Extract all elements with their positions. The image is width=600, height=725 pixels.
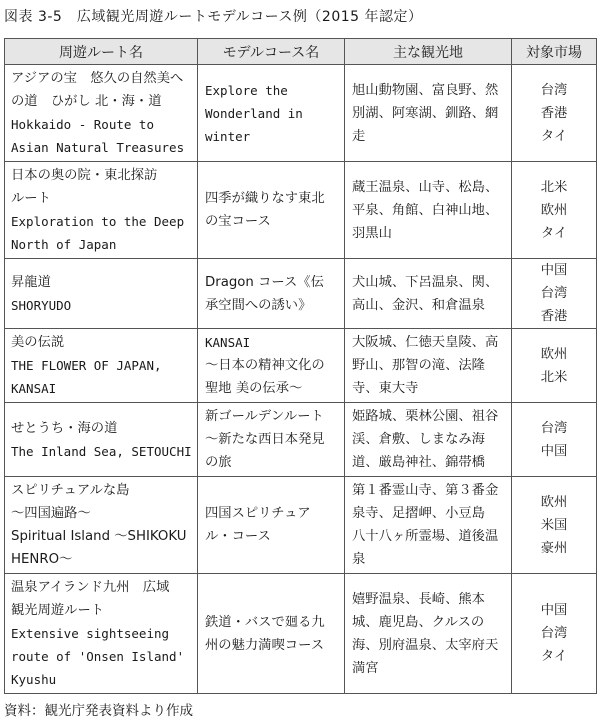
target-market-cell xyxy=(512,162,597,259)
header-model-course: モデルコース名 xyxy=(198,39,345,65)
cell-line: 新ゴールデンルート xyxy=(205,409,324,424)
cell-line: スピリチュアルな島 xyxy=(11,483,130,498)
header-target-market: 対象市場 xyxy=(512,39,597,65)
header-route-name: 周遊ルート名 xyxy=(5,39,198,65)
market-label: タイ xyxy=(540,128,568,144)
cell-line: ル・コース xyxy=(205,529,271,544)
cell-line: KANSAI xyxy=(11,381,57,396)
cell-line: ～新たな西日本発見 xyxy=(205,432,325,447)
market-label: 米国 xyxy=(540,517,568,533)
target-market-cell xyxy=(512,329,597,403)
cell-line: 満宮 xyxy=(352,660,379,676)
figure-title: 図表 3-5 広域観光周遊ルートモデルコース例（2015 年認定） xyxy=(4,9,423,25)
market-label: 欧州 xyxy=(540,202,568,218)
table-row xyxy=(5,65,597,162)
cell-line: SHORYUDO xyxy=(11,297,72,313)
cell-line: の宝コース xyxy=(205,214,271,229)
route-name-cell xyxy=(5,65,198,162)
target-market-cell xyxy=(512,259,597,329)
cell-line: 走 xyxy=(352,128,366,144)
model-course-cell xyxy=(198,477,345,574)
market-label: 台湾 xyxy=(540,82,568,98)
route-name-cell xyxy=(5,259,198,329)
market-label: 北米 xyxy=(540,179,568,195)
cell-line: アジアの宝 悠久の自然美へ xyxy=(11,71,184,86)
cell-line: 別湖、阿寒湖、釧路、網 xyxy=(352,105,499,121)
route-name-cell xyxy=(5,477,198,574)
market-label: 豪州 xyxy=(540,540,568,556)
cell-line: 第１番霊山寺、第３番金 xyxy=(352,483,499,498)
market-label: 北米 xyxy=(540,369,568,385)
cell-line: 聖地 美の伝承～ xyxy=(205,381,303,396)
cell-line: ～四国遍路～ xyxy=(11,506,91,521)
cell-line: Kyushu xyxy=(11,672,57,687)
model-course-cell xyxy=(198,329,345,403)
model-course-cell xyxy=(198,403,345,477)
market-label: 中国 xyxy=(540,603,568,618)
cell-line: 嬉野温泉、長崎、熊本 xyxy=(352,591,485,607)
cell-line: 渓、倉敷、しまなみ海 xyxy=(352,432,485,447)
cell-line: 蔵王温泉、山寺、松島、 xyxy=(352,179,499,195)
cell-line: の旅 xyxy=(205,455,232,470)
cell-line: 羽黒山 xyxy=(352,225,392,241)
cell-line: 泉 xyxy=(352,552,366,567)
target-market-cell xyxy=(512,477,597,574)
source-note: 資料：観光庁発表資料より作成 xyxy=(4,703,193,719)
cell-line: Dragon コース《伝 xyxy=(205,274,324,290)
market-label: タイ xyxy=(540,225,568,241)
header-main-sights: 主な観光地 xyxy=(345,39,512,65)
cell-line: 大阪城、仁徳天皇陵、高 xyxy=(352,335,499,350)
model-course-cell xyxy=(198,65,345,162)
table-body xyxy=(5,65,597,694)
main-sights-cell xyxy=(345,403,512,477)
main-sights-cell xyxy=(345,329,512,403)
main-sights-cell xyxy=(345,162,512,259)
cell-line: ～日本の精神文化の xyxy=(205,358,325,373)
market-label: 欧州 xyxy=(540,494,568,510)
market-label: 台湾 xyxy=(540,286,568,301)
market-label: 台湾 xyxy=(540,626,568,641)
cell-line: Exploration to the Deep xyxy=(11,214,185,229)
route-name-cell xyxy=(5,403,198,477)
cell-line: KANSAI xyxy=(205,335,251,350)
cell-line: 昇龍道 xyxy=(11,274,51,290)
cell-line: ルート xyxy=(11,191,51,206)
table-row xyxy=(5,259,597,329)
cell-line: 承空間への誘い》 xyxy=(205,297,312,313)
cell-line: 八十八ヶ所霊場、道後温 xyxy=(352,529,499,544)
route-name-cell xyxy=(5,574,198,694)
cell-line: Asian Natural Treasures xyxy=(11,140,185,155)
cell-line: route of 'Onsen Island' xyxy=(11,649,185,664)
market-label: 香港 xyxy=(540,105,568,121)
target-market-cell xyxy=(512,574,597,694)
route-name-cell xyxy=(5,329,198,403)
cell-line: 寺、東大寺 xyxy=(352,381,419,396)
cell-line: Hokkaido - Route to xyxy=(11,117,154,132)
cell-line: 温泉アイランド九州 広域 xyxy=(11,580,170,595)
cell-line: 旭山動物園、富良野、然 xyxy=(352,82,499,98)
cell-line: THE FLOWER OF JAPAN, xyxy=(11,358,162,373)
cell-line: 観光周遊ルート xyxy=(11,603,105,618)
cell-line: の道 ひがし 北・海・道 xyxy=(11,94,162,109)
cell-line: 道、厳島神社、錦帯橋 xyxy=(352,455,485,470)
market-label: 台湾 xyxy=(540,420,568,436)
cell-line: Spiritual Island ～SHIKOKU xyxy=(11,529,187,544)
target-market-cell xyxy=(512,403,597,477)
header-row xyxy=(5,39,597,65)
cell-line: 鉄道・バスで廻る九 xyxy=(205,614,325,630)
main-sights-cell xyxy=(345,574,512,694)
cell-line: Extensive sightseeing xyxy=(11,626,170,641)
cell-line: 高山、金沢、和倉温泉 xyxy=(352,297,485,313)
cell-line: 日本の奥の院・東北探訪 xyxy=(11,168,158,183)
cell-line: 美の伝説 xyxy=(11,335,65,350)
market-label: 欧州 xyxy=(540,346,568,362)
cell-line: 泉寺、足摺岬、小豆島 xyxy=(352,506,485,521)
table-header xyxy=(5,39,597,65)
cell-line: 四季が織りなす東北 xyxy=(205,191,325,206)
model-course-table xyxy=(4,38,597,694)
model-course-cell xyxy=(198,259,345,329)
cell-line: 四国スピリチュア xyxy=(205,506,311,521)
cell-line: 州の魅力満喫コース xyxy=(205,637,325,653)
main-sights-cell xyxy=(345,259,512,329)
cell-line: Explore the xyxy=(205,82,288,98)
table-row xyxy=(5,162,597,259)
cell-line: Wonderland in xyxy=(205,105,303,121)
market-label: タイ xyxy=(540,649,568,664)
main-sights-cell xyxy=(345,65,512,162)
cell-line: 犬山城、下呂温泉、関、 xyxy=(352,274,499,290)
route-name-cell xyxy=(5,162,198,259)
table-row xyxy=(5,329,597,403)
market-label: 中国 xyxy=(540,263,568,278)
cell-line: 城、鹿児島、クルスの xyxy=(352,614,485,630)
market-label: 香港 xyxy=(540,309,568,324)
table-row xyxy=(5,574,597,694)
cell-line: North of Japan xyxy=(11,237,117,252)
cell-line: HENRO～ xyxy=(11,552,73,567)
cell-line: 姫路城、栗林公園、祖谷 xyxy=(352,409,499,424)
main-sights-cell xyxy=(345,477,512,574)
table-row xyxy=(5,477,597,574)
cell-line: せとうち・海の道 xyxy=(11,420,118,436)
target-market-cell xyxy=(512,65,597,162)
market-label: 中国 xyxy=(540,443,568,459)
cell-line: 平泉、角館、白神山地、 xyxy=(352,202,499,218)
cell-line: 海、別府温泉、太宰府天 xyxy=(352,637,499,653)
cell-line: 野山、那智の滝、法隆 xyxy=(352,358,485,373)
table-row xyxy=(5,403,597,477)
cell-line: The Inland Sea, SETOUCHI xyxy=(11,443,192,459)
cell-line: winter xyxy=(205,128,251,144)
model-course-cell xyxy=(198,162,345,259)
model-course-cell xyxy=(198,574,345,694)
